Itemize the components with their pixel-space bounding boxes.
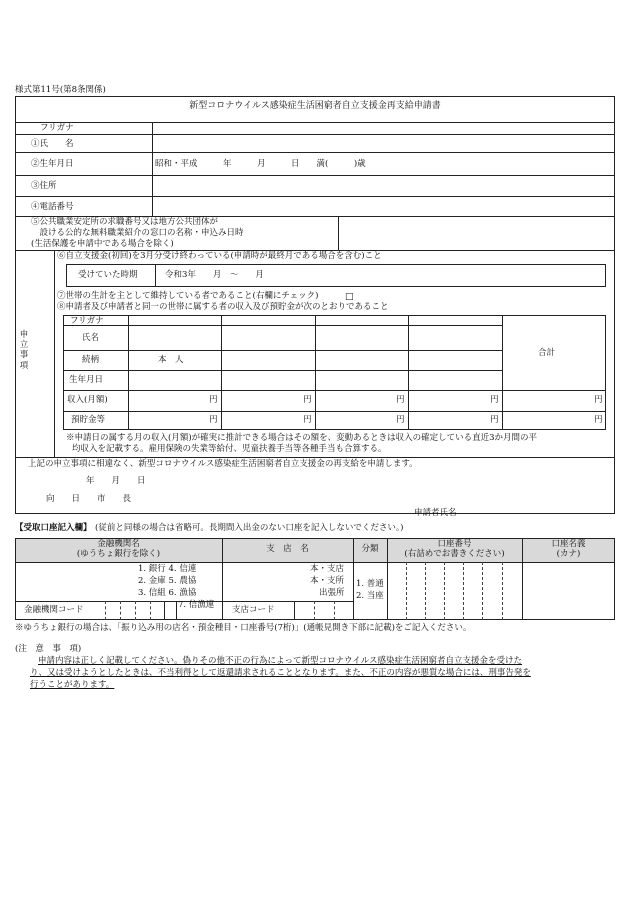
branch-option-1[interactable]: 本・支店 — [310, 564, 345, 574]
birthdate-field[interactable]: 昭和・平成 年 月 日 満( )歳 — [155, 159, 366, 169]
inst-option-1[interactable]: 1. 銀行 4. 信連 — [138, 564, 197, 574]
birthdate-label: ②生年月日 — [31, 159, 74, 169]
yen-savings-2: 円 — [303, 415, 312, 425]
caution-line2: り、又は受けようとしたときは、不当利得として返還請求されることとなります。また、不正の内容が悪質な場合には、刑事告発を — [30, 668, 531, 678]
inst-option-7[interactable]: 7. 信漁連 — [178, 600, 215, 610]
income-note-line2: 均収入を記載する。雇用保険の失業等給付、児童扶養手当等各種手当も合算する。 — [72, 444, 387, 454]
caution-line3: 行うことがあります。 — [30, 680, 115, 690]
holder-header: 口座名義 — [551, 539, 586, 549]
declaration-side-label: 申立事項 — [19, 330, 29, 371]
name-label: ①氏 名 — [31, 139, 74, 149]
yucho-note: ※ゆうちょ銀行の場合は、「振り込み用の店名・預金種目・口座番号(7桁)」(通帳見開き下部に記載)をご記入ください。 — [15, 623, 472, 633]
yen-savings-1: 円 — [209, 415, 218, 425]
inst-code-input[interactable] — [106, 602, 164, 620]
type-option-2[interactable]: 2. 当座 — [356, 591, 384, 601]
item7-text: ⑦世帯の生計を主として維持している者であること(右欄にチェック) — [57, 291, 319, 301]
holder-header-sub: (カナ) — [556, 549, 581, 559]
period-box — [66, 264, 606, 287]
branch-header: 支 店 名 — [266, 544, 309, 554]
account-number-input[interactable] — [388, 563, 521, 620]
period-label: 受けていた時期 — [78, 270, 138, 280]
period-field[interactable]: 令和3年 月 〜 月 — [165, 270, 264, 280]
yen-income-4: 円 — [490, 395, 499, 405]
yen-income-total: 円 — [594, 395, 603, 405]
caution-heading: (注 意 事 項) — [15, 644, 82, 654]
household-total-label: 合計 — [538, 348, 556, 358]
account-holder-input[interactable] — [523, 563, 614, 620]
inst-option-3[interactable]: 3. 信組 6. 漁協 — [138, 588, 197, 598]
yen-savings-3: 円 — [396, 415, 405, 425]
yen-savings-4: 円 — [490, 415, 499, 425]
application-date[interactable]: 年 月 日 — [86, 476, 146, 486]
branch-option-3[interactable]: 出張所 — [319, 588, 345, 598]
household-furigana-label: フリガナ — [70, 316, 104, 326]
form-number: 様式第11号(第8条関係) — [15, 85, 106, 95]
caution-line1: 申請内容は正しく記載してください。偽りその他不正の行為によって新型コロナウイルス感染症生活困窮者自立支援金を受けた — [38, 656, 522, 666]
applicant-name-label: 申請者氏名 — [414, 508, 457, 518]
branch-option-2[interactable]: 本・支所 — [310, 576, 345, 586]
phone-input[interactable] — [153, 197, 614, 216]
income-note-line1: ※申請日の属する月の収入(月額)が確実に推計できる場合はその額を、変動あるときは収入の確定している直近3か月間の平 — [66, 433, 538, 443]
household-table — [63, 315, 606, 430]
household-income-label: 収入(月額) — [67, 395, 108, 405]
yen-income-3: 円 — [396, 395, 405, 405]
institution-header: 金融機関名 — [97, 539, 140, 549]
item7-checkbox[interactable]: □ — [345, 292, 354, 302]
furigana-input[interactable] — [153, 123, 614, 134]
account-header: 口座番号 — [437, 539, 472, 549]
institution-header-sub: (ゆうちょ銀行を除く) — [76, 549, 161, 559]
declaration-text: 上記の申立事項に相違なく、新型コロナウイルス感染症生活困窮者自立支援金の再支給を申請します。 — [28, 459, 418, 469]
form-title: 新型コロナウイルス感染症生活困窮者自立支援金再支給申請書 — [189, 101, 441, 111]
item6-text: ⑥自立支援金(初回)を3月分受け終わっている(申請時が最終月である場合を含む)こと — [57, 251, 382, 261]
address-input[interactable] — [153, 176, 614, 196]
address-label: ③住所 — [31, 181, 57, 191]
name-input[interactable] — [153, 135, 614, 152]
bank-header: 【受取口座記入欄】 — [15, 523, 92, 533]
yen-savings-total: 円 — [594, 415, 603, 425]
furigana-label: フリガナ — [40, 123, 74, 133]
relation-self: 本 人 — [158, 355, 184, 365]
inst-option-2[interactable]: 2. 金庫 5. 農協 — [138, 576, 197, 586]
phone-label: ④電話番号 — [31, 202, 74, 212]
yen-income-1: 円 — [209, 395, 218, 405]
item8-text: ⑧申請者及び申請者と同一の世帯に属する者の収入及び預貯金が次のとおりであること — [57, 302, 389, 312]
job-label-line2: 設ける公的な無料職業紹介の窓口の名称・申込み日時 — [31, 228, 244, 238]
job-input[interactable] — [339, 217, 614, 250]
bank-header-note: (従前と同様の場合は省略可。長期間入出金のない口座を記入しないでください。) — [95, 523, 404, 533]
job-label-line1: ⑤公共職業安定所の求職番号又は地方公共団体が — [31, 217, 219, 227]
inst-code-label: 金融機関コード — [24, 605, 84, 615]
job-label-line3: (生活保護を申請中である場合を除く) — [31, 239, 174, 249]
account-header-sub: (右詰めでお書きください) — [404, 549, 505, 559]
yen-income-2: 円 — [303, 395, 312, 405]
household-name-label: 氏名 — [82, 333, 100, 343]
household-savings-label: 預貯金等 — [71, 415, 106, 425]
branch-code-input[interactable] — [295, 602, 353, 620]
household-relation-label: 続柄 — [82, 355, 100, 365]
addressee: 向 日 市 長 — [46, 494, 132, 504]
household-birth-label: 生年月日 — [69, 375, 104, 385]
branch-code-label: 支店コード — [232, 605, 275, 615]
type-header: 分類 — [361, 544, 379, 554]
type-option-1[interactable]: 1. 普通 — [356, 579, 384, 589]
